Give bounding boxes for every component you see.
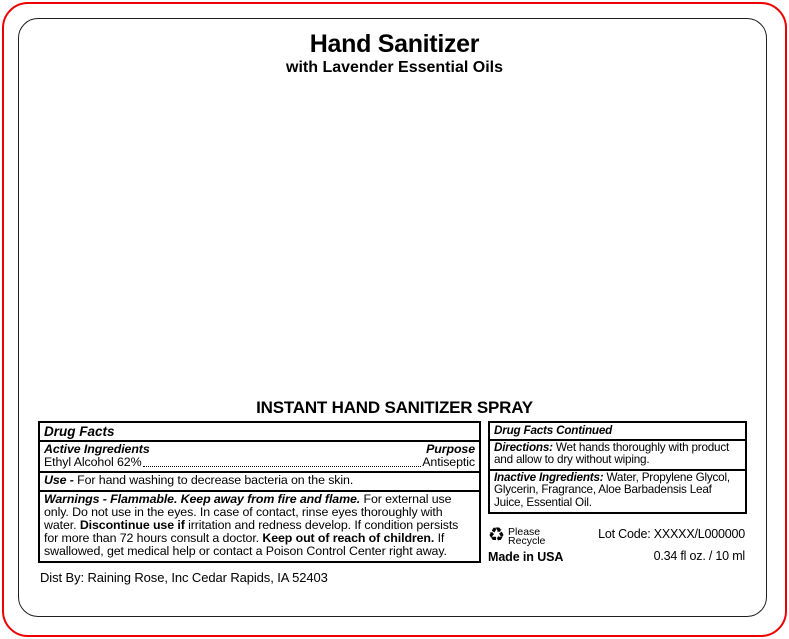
package-info (488, 524, 747, 564)
lot-code: Lot Code: XXXXX/L000000 (598, 527, 745, 541)
recycle-icon: ♻ (488, 524, 506, 546)
warnings-text-3: If swallowed, get medical help or contact a Poison Control Center right away. (44, 531, 447, 559)
purpose-heading: Purpose (426, 442, 475, 456)
please-recycle (488, 524, 563, 547)
warnings-text-1: For external use only. Do not use in the eyes. In case of contact, rinse eyes thoroughly with water. (44, 491, 452, 533)
inactive-ingredients-row (490, 469, 745, 512)
warnings-lead: Warnings - Flammable. Keep away from fire and flame. (44, 491, 361, 506)
please-recycle-line-2: Recycle (508, 535, 546, 547)
use-text: For hand washing to decrease bacteria on the skin. (73, 473, 354, 488)
dot-leader (143, 466, 422, 467)
inactive-ingredients-lead: Inactive Ingredients: (494, 470, 604, 484)
made-in-usa: Made in USA (488, 550, 564, 564)
net-contents: 0.34 fl oz. / 10 ml (653, 549, 745, 563)
warnings-text-2: irritation and redness develop. If condition persists for more than 72 hours consult a doctor. (44, 518, 459, 546)
active-ingredients-heading: Active Ingredients (44, 442, 150, 456)
drug-facts-title: Drug Facts (44, 424, 115, 439)
warnings-bold-1: Discontinue use if (79, 518, 185, 533)
directions-text: Wet hands thoroughly with product and allow to dry without wiping. (494, 440, 730, 467)
recycle-block (488, 524, 564, 564)
product-subtitle: with Lavender Essential Oils (286, 59, 503, 76)
drug-facts-continued-title: Drug Facts Continued (494, 424, 613, 437)
distributor: Dist By: Raining Rose, Inc Cedar Rapids, IA 52403 (40, 570, 328, 585)
directions-lead: Directions: (494, 440, 553, 454)
active-ingredient-purpose: Antiseptic (422, 455, 475, 470)
use-lead: Use - (44, 473, 74, 488)
use-row (40, 471, 479, 489)
drug-facts-continued-panel (488, 421, 747, 514)
active-ingredient-name: Ethyl Alcohol 62% (44, 455, 142, 470)
please-recycle-text (508, 527, 545, 546)
lot-and-volume (598, 527, 747, 564)
active-ingredient-line (44, 456, 475, 469)
product-title: Hand Sanitizer (309, 30, 480, 58)
drug-facts-panel (38, 421, 481, 563)
inactive-ingredients-text: Water, Propylene Glycol, Glycerin, Fragrance, Aloe Barbadensis Leaf Juice, Essential Oil. (494, 470, 730, 509)
warnings-row (40, 490, 479, 561)
please-recycle-line-1: Please (508, 526, 541, 538)
title-block (0, 31, 789, 76)
warnings-bold-2: Keep out of reach of children. (262, 531, 435, 546)
directions-row (490, 439, 745, 469)
product-type-heading: INSTANT HAND SANITIZER SPRAY (256, 398, 533, 417)
active-ingredients-row (40, 440, 479, 471)
